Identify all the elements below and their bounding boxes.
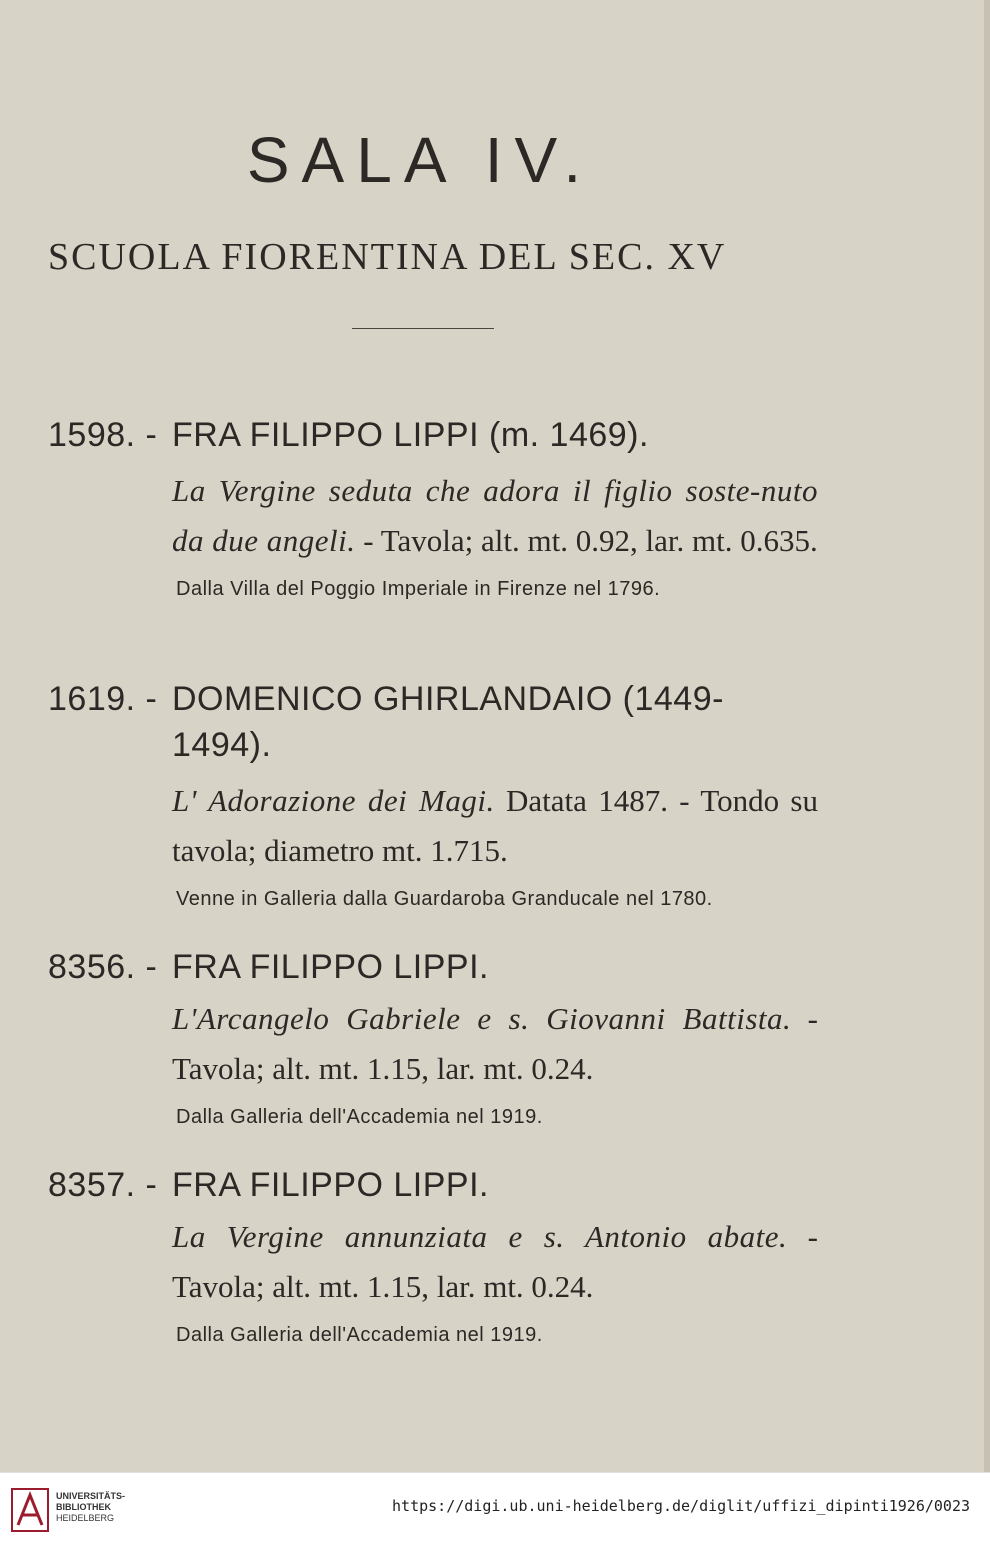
logo-line: HEIDELBERG	[56, 1513, 115, 1523]
entry-description	[172, 776, 818, 876]
divider-rule	[352, 328, 494, 329]
entry-provenance: Dalla Villa del Poggio Imperiale in Firenze nel 1796.	[176, 578, 661, 600]
entry-number: 1598. -	[48, 416, 158, 454]
entry-artwork-title: La Vergine annunziata e s. Antonio abate.	[172, 1219, 788, 1254]
catalog-entry	[48, 1162, 818, 1350]
entry-heading	[48, 1162, 818, 1208]
library-logo-icon	[10, 1487, 50, 1533]
entry-heading	[48, 412, 818, 458]
entry-heading	[48, 944, 818, 990]
entry-heading	[48, 676, 818, 764]
entry-description	[172, 1212, 818, 1312]
entry-details: - Tavola; alt. mt. 1.15, lar. mt. 0.24.	[172, 1219, 818, 1304]
entry-details: Datata 1487. - Tondo su tavola; diametro mt. 1.715.	[172, 783, 818, 868]
page-edge	[984, 0, 990, 1472]
entry-details: - Tavola; alt. mt. 1.15, lar. mt. 0.24.	[172, 1001, 819, 1086]
entry-artist: FRA FILIPPO LIPPI (m. 1469).	[172, 416, 649, 454]
entry-provenance: Dalla Galleria dell'Accademia nel 1919.	[176, 1324, 543, 1346]
catalog-entry	[48, 944, 818, 1132]
entry-provenance: Venne in Galleria dalla Guardaroba Granducale nel 1780.	[176, 888, 713, 910]
entry-description	[172, 466, 818, 566]
viewer-footer	[0, 1472, 990, 1545]
page-subtitle: SCUOLA FIORENTINA DEL SEC. XV	[48, 236, 727, 278]
entry-artwork-title: La Vergine seduta che adora il figlio soste-nuto da due angeli.	[172, 473, 818, 558]
entry-artist: FRA FILIPPO LIPPI.	[172, 1166, 489, 1204]
entry-number: 8357. -	[48, 1166, 158, 1204]
entry-number: 1619. -	[48, 680, 158, 718]
entry-details: - Tavola; alt. mt. 0.92, lar. mt. 0.635.	[355, 523, 818, 558]
entry-artist: FRA FILIPPO LIPPI.	[172, 948, 489, 986]
permalink-url[interactable]: https://digi.ub.uni-heidelberg.de/diglit/uffizi_dipinti1926/0023	[392, 1497, 970, 1515]
entry-artist: DOMENICO GHIRLANDAIO (1449-1494).	[172, 680, 724, 764]
entry-description	[172, 994, 818, 1094]
entry-provenance: Dalla Galleria dell'Accademia nel 1919.	[176, 1106, 543, 1128]
entry-number: 8356. -	[48, 948, 158, 986]
entry-artwork-title: L'Arcangelo Gabriele e s. Giovanni Battista.	[172, 1001, 792, 1036]
catalog-entry	[48, 676, 818, 914]
page-title: SALA IV.	[246, 124, 594, 196]
entry-artwork-title: L' Adorazione dei Magi.	[172, 783, 495, 818]
logo-line: UNIVERSITÄTS-	[56, 1491, 126, 1501]
library-logo-text	[56, 1491, 125, 1524]
logo-line: BIBLIOTHEK	[56, 1502, 111, 1512]
catalog-entry	[48, 412, 818, 604]
